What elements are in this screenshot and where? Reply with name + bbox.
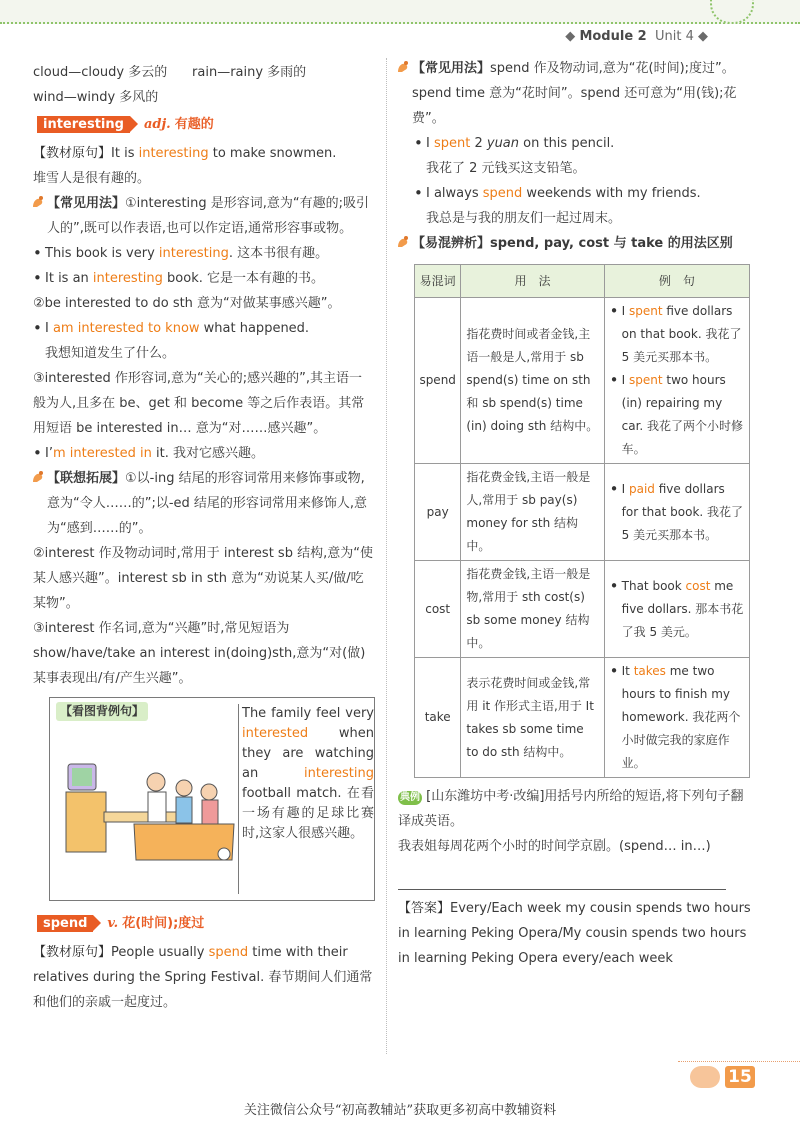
family-watching-tv-illustration (64, 742, 244, 878)
intro-line-1: cloud—cloudy 多云的 rain—rainy 多雨的 (33, 65, 307, 80)
squirrel-icon (396, 235, 410, 249)
module-label: Module 2 (579, 29, 647, 44)
example-bullet: • This book is very interesting. 这本书很有趣。 (33, 241, 375, 266)
example-translation: 我想知道发生了什么。 (45, 346, 176, 361)
page-number-decoration (690, 1066, 720, 1088)
corner-decoration (710, 0, 754, 24)
word-tag: spend (37, 915, 93, 932)
original-sentence: 【教材原句】It is interesting to make snowmen. (33, 146, 337, 161)
answer-blank-line (398, 873, 726, 890)
word-heading-interesting (37, 112, 375, 137)
unit-label: Unit 4 (654, 29, 694, 44)
page-number: 15 (725, 1066, 755, 1088)
comparison-table (414, 264, 750, 778)
intro-line-2: wind—windy 多风的 (33, 90, 159, 105)
table-row: cost 指花费金钱,主语一般是物,常用于 sth cost(s) sb some money 结构中。 • That book cost me five dollars. 那本书花了我 5 美元。 (415, 561, 750, 658)
word-meaning: 有趣的 (174, 117, 214, 132)
part-of-speech: v. (107, 916, 119, 931)
original-sentence: 【教材原句】People usually spend time with their relatives during the Spring Festival. 春节期间人们通常和他们的亲戚一起度过。 (33, 945, 373, 1010)
example-bullet: • It is an interesting book. 它是一本有趣的书。 (33, 266, 375, 291)
extension-point-3: ③interest 作名词,意为“兴趣”时,常见短语为 show/have/take an interest in(doing)sth,意为“对(做)某事表现出/有/产生兴趣”。 (33, 621, 366, 686)
table-row: spend 指花费时间或者金钱,主语一般是人,常用于 sb spend(s) time on sth 和 sb spend(s) time (in) doing sth 结构中。 • I spent five dollars on that book. 我花了 5 美元买那本书。 • I spent two hours (in) repairing my car. 我花了两个小时修车。 (415, 298, 750, 464)
page-header: ◆ Module 2 Unit 4 ◆ (565, 29, 708, 44)
original-sentence-cn: 堆雪人是很有趣的。 (33, 171, 151, 186)
column-divider (386, 58, 387, 1054)
footer-note: 关注微信公众号“初高教辅站”获取更多初高中教辅资料 (243, 1103, 557, 1118)
picture-example-box (49, 697, 375, 901)
table-row: pay 指花费金钱,主语一般是人,常用于 sb pay(s) money for sth 结构中。 • I paid five dollars for that book. 我花了 5 美元买那本书。 (415, 464, 750, 561)
usage-point-3: ③interested 作形容词,意为“关心的;感兴趣的”,其主语一般为人,且多在 be、get 和 become 等之后作表语。其常用短语 be interested in… 意为“对……感兴趣”。 (33, 371, 365, 436)
example-bullet: • I always spend weekends with my friends. (414, 181, 754, 206)
picture-sentence: The family feel very interested when they are watching an interesting football match. 在看一场有趣的足球比赛时,这家人很感兴趣。 (238, 704, 374, 894)
picture-tag: 【看图背例句】 (56, 702, 148, 721)
word-meaning: 花(时间);度过 (122, 916, 205, 931)
example-bullet: • I spent 2 yuan on this pencil. (414, 131, 754, 156)
confusion-section: 【易混辨析】spend, pay, cost 与 take 的用法区别 (398, 231, 754, 256)
table-header: 易混词 (415, 265, 461, 298)
usage-section: 【常见用法】①interesting 是形容词,意为“有趣的;吸引人的”,既可以作表语,也可以作定语,通常形容事或物。 (33, 191, 375, 241)
usage-section: 【常见用法】spend 作及物动词,意为“花(时间);度过”。spend time 意为“花时间”。spend 还可意为“用(钱);花费”。 (398, 56, 754, 131)
extension-point-2: ②interest 作及物动词时,常用于 interest sb 结构,意为“使某人感兴趣”。interest sb in sth 意为“劝说某人买/做/吃某物”。 (33, 546, 373, 611)
squirrel-icon (31, 470, 45, 484)
answer: 【答案】Every/Each week my cousin spends two hours in learning Peking Opera/My cousin spends two hours in learning Peking Opera every/each week (398, 901, 751, 966)
example-badge: 典例 (400, 792, 420, 803)
example-chinese: 我表姐每周花两个小时的时间学京剧。(spend… in…) (398, 839, 711, 854)
left-column (33, 60, 375, 1015)
example-bullet: • I’m interested in it. 我对它感兴趣。 (33, 441, 375, 466)
squirrel-icon (396, 60, 410, 74)
part-of-speech: adj. (143, 117, 171, 132)
example-question: 典例 [山东潍坊中考·改编]用括号内所给的短语,将下列句子翻译成英语。 (398, 789, 744, 829)
extension-section: 【联想拓展】①以-ing 结尾的形容词常用来修饰事或物,意为“令人……的”;以-ed 结尾的形容词常用来修饰人,意为“感到……的”。 (33, 466, 375, 541)
table-header: 例 句 (604, 265, 749, 298)
example-translation: 我总是与我的朋友们一起过周末。 (426, 211, 622, 226)
word-heading-spend (37, 911, 375, 936)
squirrel-icon (31, 195, 45, 209)
table-header: 用 法 (461, 265, 604, 298)
usage-point-2: ②be interested to do sth 意为“对做某事感兴趣”。 (33, 296, 341, 311)
right-column (398, 56, 754, 971)
top-band (0, 0, 800, 24)
example-bullet: • I am interested to know what happened. (33, 316, 375, 341)
table-row: take 表示花费时间或金钱,常用 it 作形式主语,用于 It takes sb some time to do sth 结构中。 • It takes me two hours to finish my homework. 我花两个小时做完我的家庭作业。 (415, 658, 750, 778)
word-tag: interesting (37, 116, 130, 133)
example-translation: 我花了 2 元钱买这支铅笔。 (426, 161, 586, 176)
